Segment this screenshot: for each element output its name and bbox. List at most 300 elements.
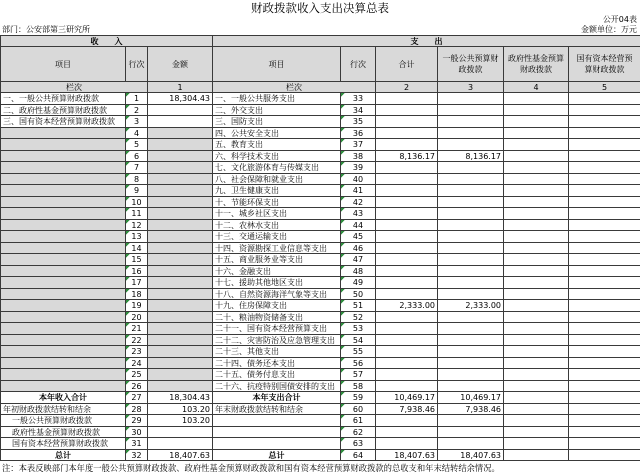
gov-fund-cell: [504, 450, 569, 461]
income-amount-cell: [148, 151, 213, 162]
expenditure-item-cell: 十一、城乡社区支出: [213, 208, 341, 220]
income-amount-cell: [148, 346, 213, 358]
income-line-no-cell: 2: [126, 105, 148, 116]
income-amount-cell: [148, 139, 213, 151]
general-budget-cell: [438, 335, 504, 346]
expenditure-line-no-cell: 59: [341, 392, 376, 404]
gov-fund-cell: [504, 415, 569, 427]
expenditure-item-cell: [213, 427, 341, 438]
gov-fund-cell: [504, 93, 569, 105]
income-item-cell: [1, 128, 126, 139]
income-amount-cell: [148, 335, 213, 346]
expenditure-item-cell: 六、科学技术支出: [213, 151, 341, 162]
expenditure-total-cell: [376, 162, 438, 174]
income-line-no-cell: 8: [126, 174, 148, 185]
income-item-cell: [1, 208, 126, 220]
expenditure-total-cell: [376, 381, 438, 392]
expenditure-item-cell: [213, 415, 341, 427]
general-budget-cell: [438, 139, 504, 151]
general-budget-cell: [438, 266, 504, 277]
income-amount-cell: [148, 105, 213, 116]
income-amount-cell: [148, 369, 213, 381]
income-amount-cell: [148, 254, 213, 266]
expenditure-item-cell: 二十一、国有资本经营预算支出: [213, 323, 341, 335]
expenditure-total-cell: [376, 139, 438, 151]
column-number-label-left: 栏次: [1, 82, 148, 93]
income-amount-cell: 18,407.63: [148, 450, 213, 461]
state-capital-cell: [569, 346, 640, 358]
expenditure-line-no-cell: 35: [341, 116, 376, 128]
state-capital-cell: [569, 392, 640, 404]
column-number-3: 3: [438, 82, 504, 93]
department-label: 部门：公安部第三研究所: [2, 25, 90, 34]
state-capital-cell: [569, 381, 640, 392]
income-amount-cell: [148, 174, 213, 185]
general-budget-cell: [438, 197, 504, 208]
income-line-no-cell: 30: [126, 427, 148, 438]
income-amount-cell: [148, 358, 213, 369]
expenditure-line-no-cell: 64: [341, 450, 376, 461]
table-body: [1, 93, 640, 461]
expenditure-total-cell: [376, 208, 438, 220]
expenditure-total-cell: [376, 335, 438, 346]
income-line-no-cell: 10: [126, 197, 148, 208]
table-row: [1, 231, 640, 243]
gov-fund-cell: [504, 174, 569, 185]
income-amount-cell: [148, 243, 213, 254]
final-accounts-table: [0, 35, 640, 461]
gov-fund-cell: [504, 358, 569, 369]
income-line-no-cell: 19: [126, 300, 148, 312]
income-amount-header: 金额: [148, 47, 213, 82]
column-number-1: 1: [148, 82, 213, 93]
income-line-no-cell: 7: [126, 162, 148, 174]
table-row: [1, 289, 640, 300]
expenditure-item-cell: 一、一般公共服务支出: [213, 93, 341, 105]
table-row: [1, 438, 640, 450]
income-item-cell: [1, 220, 126, 231]
income-amount-cell: [148, 300, 213, 312]
expenditure-line-no-cell: 46: [341, 243, 376, 254]
expenditure-total-cell: 2,333.00: [376, 300, 438, 312]
income-item-cell: [1, 139, 126, 151]
income-amount-cell: 18,304.43: [148, 392, 213, 404]
income-line-no-cell: 9: [126, 185, 148, 197]
table-row: [1, 162, 640, 174]
expenditure-item-cell: 七、文化旅游体育与传媒支出: [213, 162, 341, 174]
income-line-no-cell: 4: [126, 128, 148, 139]
state-capital-cell: [569, 323, 640, 335]
income-line-no-cell: 32: [126, 450, 148, 461]
state-capital-cell: [569, 151, 640, 162]
expenditure-line-no-cell: 53: [341, 323, 376, 335]
form-code: 公开04表: [602, 15, 637, 24]
income-line-no-cell: 28: [126, 404, 148, 415]
income-item-cell: 政府性基金预算财政拨款: [1, 427, 126, 438]
income-item-cell: 国有资本经营预算财政拨款: [1, 438, 126, 450]
general-budget-cell: [438, 277, 504, 289]
income-item-cell: [1, 335, 126, 346]
income-line-no-cell: 21: [126, 323, 148, 335]
general-budget-cell: [438, 381, 504, 392]
section-header-row: [1, 36, 640, 47]
income-line-no-cell: 16: [126, 266, 148, 277]
expenditure-total-cell: [376, 128, 438, 139]
table-row: [1, 174, 640, 185]
expenditure-total-cell: [376, 323, 438, 335]
expenditure-total-cell: [376, 174, 438, 185]
income-amount-cell: [148, 266, 213, 277]
expenditure-item-cell: 四、公共安全支出: [213, 128, 341, 139]
income-amount-cell: [148, 289, 213, 300]
state-capital-cell: [569, 93, 640, 105]
state-capital-cell: [569, 116, 640, 128]
table-row: [1, 116, 640, 128]
general-budget-cell: [438, 427, 504, 438]
gov-fund-cell: [504, 197, 569, 208]
state-capital-cell: [569, 254, 640, 266]
income-item-cell: [1, 289, 126, 300]
expenditure-item-cell: 二十二、灾害防治及应急管理支出: [213, 335, 341, 346]
table-row: [1, 404, 640, 415]
income-item-cell: [1, 323, 126, 335]
general-budget-cell: [438, 174, 504, 185]
table-row: [1, 358, 640, 369]
general-budget-cell: 7,938.46: [438, 404, 504, 415]
gov-fund-cell: [504, 208, 569, 220]
general-budget-cell: [438, 231, 504, 243]
income-amount-cell: [148, 162, 213, 174]
state-capital-cell: [569, 358, 640, 369]
income-item-cell: [1, 300, 126, 312]
expenditure-line-no-cell: 61: [341, 415, 376, 427]
expenditure-item-cell: 十二、农林水支出: [213, 220, 341, 231]
income-item-cell: [1, 197, 126, 208]
expenditure-line-no-cell: 56: [341, 358, 376, 369]
expenditure-total-cell: [376, 116, 438, 128]
expenditure-line-no-cell: 55: [341, 346, 376, 358]
gov-fund-cell: [504, 438, 569, 450]
general-budget-cell: [438, 116, 504, 128]
expenditure-total-cell: [376, 243, 438, 254]
table-row: [1, 139, 640, 151]
income-item-cell: [1, 185, 126, 197]
gov-fund-header-label: 政府性基金预算财政拨款: [508, 54, 564, 74]
income-amount-cell: [148, 197, 213, 208]
column-number-2: 2: [376, 82, 438, 93]
table-row: [1, 312, 640, 323]
income-amount-cell: [148, 381, 213, 392]
income-item-cell: 本年收入合计: [1, 392, 126, 404]
general-budget-cell: 8,136.17: [438, 151, 504, 162]
gov-fund-cell: [504, 404, 569, 415]
expenditure-line-no-cell: 42: [341, 197, 376, 208]
expenditure-total-cell: [376, 197, 438, 208]
gov-fund-cell: [504, 116, 569, 128]
gov-fund-cell: [504, 139, 569, 151]
expenditure-total-cell: 7,938.46: [376, 404, 438, 415]
income-line-no-cell: 3: [126, 116, 148, 128]
expenditure-total-cell: [376, 93, 438, 105]
expenditure-line-no-cell: 62: [341, 427, 376, 438]
expenditure-line-no-cell: 57: [341, 369, 376, 381]
income-item-header: 项目: [1, 47, 126, 82]
table-row: [1, 277, 640, 289]
gov-fund-cell: [504, 266, 569, 277]
state-capital-cell: [569, 197, 640, 208]
column-header-row: [1, 47, 640, 82]
state-capital-cell: [569, 231, 640, 243]
expenditure-section-header: 支 出: [213, 36, 640, 47]
expenditure-item-cell: 二十五、债务付息支出: [213, 369, 341, 381]
expenditure-total-cell: [376, 231, 438, 243]
expenditure-total-cell: 18,407.63: [376, 450, 438, 461]
gov-fund-cell: [504, 231, 569, 243]
state-capital-cell: [569, 174, 640, 185]
state-capital-cell: [569, 208, 640, 220]
general-budget-cell: [438, 208, 504, 220]
state-capital-cell: [569, 139, 640, 151]
gov-fund-cell: [504, 369, 569, 381]
income-amount-cell: [148, 220, 213, 231]
income-amount-cell: [148, 116, 213, 128]
expenditure-total-cell: [376, 346, 438, 358]
expenditure-total-cell: [376, 105, 438, 116]
table-row: [1, 369, 640, 381]
expenditure-item-cell: 十五、商业服务业等支出: [213, 254, 341, 266]
income-amount-cell: [148, 277, 213, 289]
expenditure-line-no-cell: 48: [341, 266, 376, 277]
income-line-no-cell: 17: [126, 277, 148, 289]
gov-fund-cell: [504, 243, 569, 254]
income-line-no-cell: 20: [126, 312, 148, 323]
income-line-no-cell: 22: [126, 335, 148, 346]
income-item-cell: [1, 381, 126, 392]
general-budget-cell: [438, 358, 504, 369]
table-row: [1, 254, 640, 266]
general-budget-cell: [438, 415, 504, 427]
table-row: [1, 450, 640, 461]
expenditure-item-cell: 五、教育支出: [213, 139, 341, 151]
gov-fund-cell: [504, 335, 569, 346]
expenditure-item-cell: 二十六、抗疫特别国债安排的支出: [213, 381, 341, 392]
income-amount-cell: 103.20: [148, 415, 213, 427]
income-line-no-cell: 5: [126, 139, 148, 151]
income-amount-cell: [148, 312, 213, 323]
expenditure-item-cell: 本年支出合计: [213, 392, 341, 404]
general-budget-cell: [438, 312, 504, 323]
table-row: [1, 415, 640, 427]
state-capital-cell: [569, 427, 640, 438]
expenditure-line-no-cell: 44: [341, 220, 376, 231]
expenditure-line-no-cell: 40: [341, 174, 376, 185]
expenditure-item-cell: 年末财政拨款结转和结余: [213, 404, 341, 415]
state-capital-cell: [569, 450, 640, 461]
state-capital-cell: [569, 415, 640, 427]
expenditure-item-cell: 八、社会保障和就业支出: [213, 174, 341, 185]
income-item-cell: [1, 346, 126, 358]
income-item-cell: [1, 266, 126, 277]
expenditure-line-no-cell: 47: [341, 254, 376, 266]
gov-fund-cell: [504, 323, 569, 335]
expenditure-total-cell: [376, 254, 438, 266]
income-line-no-cell: 11: [126, 208, 148, 220]
column-number-row: [1, 82, 640, 93]
general-budget-cell: 2,333.00: [438, 300, 504, 312]
income-item-cell: [1, 369, 126, 381]
state-capital-cell: [569, 185, 640, 197]
table-row: [1, 151, 640, 162]
expenditure-total-cell: [376, 358, 438, 369]
income-line-no-cell: 26: [126, 381, 148, 392]
expenditure-line-no-cell: 54: [341, 335, 376, 346]
table-row: [1, 220, 640, 231]
general-budget-cell: [438, 254, 504, 266]
income-line-no-cell: 25: [126, 369, 148, 381]
amount-unit-label: 金额单位：万元: [581, 25, 637, 34]
expenditure-line-no-cell: 38: [341, 151, 376, 162]
general-budget-cell: [438, 323, 504, 335]
expenditure-total-cell: 8,136.17: [376, 151, 438, 162]
income-item-cell: 年初财政拨款结转和结余: [1, 404, 126, 415]
gov-fund-cell: [504, 254, 569, 266]
gov-fund-cell: [504, 427, 569, 438]
expenditure-item-cell: 十四、资源勘探工业信息等支出: [213, 243, 341, 254]
state-capital-cell: [569, 369, 640, 381]
gov-fund-cell: [504, 392, 569, 404]
expenditure-item-cell: 二、外交支出: [213, 105, 341, 116]
income-line-no-cell: 6: [126, 151, 148, 162]
income-item-cell: 总计: [1, 450, 126, 461]
income-item-cell: [1, 151, 126, 162]
general-budget-header: [438, 47, 504, 82]
state-capital-header-label: 国有资本经营预算财政拨款: [576, 54, 633, 74]
expenditure-total-cell: [376, 369, 438, 381]
state-capital-cell: [569, 105, 640, 116]
income-item-cell: [1, 174, 126, 185]
expenditure-total-cell: 10,469.17: [376, 392, 438, 404]
income-line-no-cell: 23: [126, 346, 148, 358]
income-line-no-cell: 27: [126, 392, 148, 404]
column-number-5: 5: [569, 82, 640, 93]
income-item-cell: 一般公共预算财政拨款: [1, 415, 126, 427]
expenditure-line-no-cell: 50: [341, 289, 376, 300]
expenditure-line-no-cell: 39: [341, 162, 376, 174]
state-capital-cell: [569, 128, 640, 139]
gov-fund-header: [504, 47, 569, 82]
column-number-4: 4: [504, 82, 569, 93]
expenditure-total-cell: [376, 185, 438, 197]
expenditure-total-cell: [376, 438, 438, 450]
general-budget-cell: [438, 438, 504, 450]
income-line-header: 行次: [126, 47, 148, 82]
expenditure-total-cell: [376, 266, 438, 277]
table-row: [1, 243, 640, 254]
expenditure-line-no-cell: 49: [341, 277, 376, 289]
expenditure-item-cell: 十六、金融支出: [213, 266, 341, 277]
expenditure-line-no-cell: 52: [341, 312, 376, 323]
income-amount-cell: 103.20: [148, 404, 213, 415]
income-item-cell: [1, 243, 126, 254]
expenditure-item-cell: 十九、住房保障支出: [213, 300, 341, 312]
gov-fund-cell: [504, 346, 569, 358]
gov-fund-cell: [504, 277, 569, 289]
income-line-no-cell: 15: [126, 254, 148, 266]
gov-fund-cell: [504, 300, 569, 312]
income-line-no-cell: 24: [126, 358, 148, 369]
expenditure-line-no-cell: 34: [341, 105, 376, 116]
expenditure-item-cell: 十、节能环保支出: [213, 197, 341, 208]
gov-fund-cell: [504, 185, 569, 197]
gov-fund-cell: [504, 381, 569, 392]
expenditure-item-cell: 总计: [213, 450, 341, 461]
income-line-no-cell: 29: [126, 415, 148, 427]
income-amount-cell: [148, 231, 213, 243]
general-budget-header-label: 一般公共预算财政拨款: [442, 54, 499, 74]
state-capital-cell: [569, 220, 640, 231]
table-row: [1, 323, 640, 335]
table-row: [1, 427, 640, 438]
state-capital-cell: [569, 277, 640, 289]
income-item-cell: 一、一般公共预算财政拨款: [1, 93, 126, 105]
table-row: [1, 208, 640, 220]
gov-fund-cell: [504, 128, 569, 139]
expenditure-item-cell: 二十、粮油物资储备支出: [213, 312, 341, 323]
general-budget-cell: [438, 93, 504, 105]
expenditure-total-cell: [376, 277, 438, 289]
expenditure-item-cell: 三、国防支出: [213, 116, 341, 128]
gov-fund-cell: [504, 151, 569, 162]
expenditure-item-cell: 二十四、债务还本支出: [213, 358, 341, 369]
expenditure-item-cell: 九、卫生健康支出: [213, 185, 341, 197]
income-line-no-cell: 31: [126, 438, 148, 450]
general-budget-cell: [438, 289, 504, 300]
expenditure-line-header: 行次: [341, 47, 376, 82]
expenditure-item-cell: [213, 438, 341, 450]
table-row: [1, 266, 640, 277]
general-budget-cell: [438, 128, 504, 139]
state-capital-cell: [569, 266, 640, 277]
income-item-cell: [1, 312, 126, 323]
expenditure-line-no-cell: 45: [341, 231, 376, 243]
expenditure-line-no-cell: 63: [341, 438, 376, 450]
income-line-no-cell: 1: [126, 93, 148, 105]
state-capital-cell: [569, 243, 640, 254]
expenditure-item-cell: 十八、自然资源海洋气象等支出: [213, 289, 341, 300]
gov-fund-cell: [504, 105, 569, 116]
income-item-cell: [1, 231, 126, 243]
column-number-label-right: 栏次: [213, 82, 376, 93]
general-budget-cell: [438, 105, 504, 116]
expenditure-line-no-cell: 60: [341, 404, 376, 415]
expenditure-line-no-cell: 51: [341, 300, 376, 312]
general-budget-cell: [438, 162, 504, 174]
expenditure-item-cell: 二十三、其他支出: [213, 346, 341, 358]
income-line-no-cell: 14: [126, 243, 148, 254]
income-amount-cell: [148, 185, 213, 197]
general-budget-cell: 10,469.17: [438, 392, 504, 404]
income-amount-cell: [148, 438, 213, 450]
gov-fund-cell: [504, 312, 569, 323]
expenditure-line-no-cell: 58: [341, 381, 376, 392]
income-item-cell: [1, 358, 126, 369]
gov-fund-cell: [504, 289, 569, 300]
table-row: [1, 300, 640, 312]
general-budget-cell: [438, 346, 504, 358]
general-budget-cell: [438, 185, 504, 197]
general-budget-cell: [438, 243, 504, 254]
income-item-cell: [1, 277, 126, 289]
